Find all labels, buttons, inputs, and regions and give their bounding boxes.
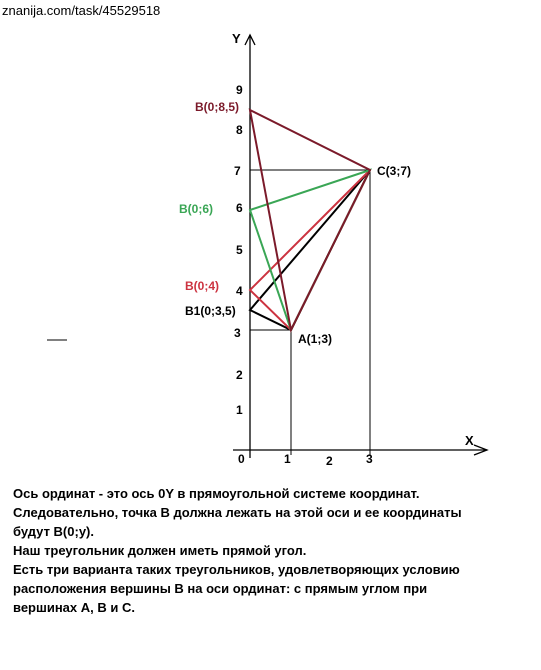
y-tick-label: 3 [234, 326, 241, 340]
y-tick-label: 5 [236, 243, 243, 257]
triangle-b4 [250, 170, 370, 330]
y-tick-label: 7 [234, 164, 241, 178]
y-tick-labels [234, 83, 243, 417]
explanation-line: вершинах А, В и С. [13, 600, 135, 615]
x-tick-label: 2 [326, 454, 333, 468]
x-tick-labels [284, 452, 373, 468]
y-tick-label: 9 [236, 83, 243, 97]
explanation-line: расположения вершины В на оси ординат: с прямым углом при [13, 581, 428, 596]
explanation-text [13, 484, 533, 617]
label-c: C(3;7) [377, 164, 412, 178]
y-tick-label: 8 [236, 123, 243, 137]
label-a: A(1;3) [298, 332, 333, 346]
label-b1: B1(0;3,5) [185, 304, 236, 318]
triangle-b1 [250, 170, 370, 330]
x-tick-label: 3 [366, 452, 373, 466]
explanation-line: Наш треугольник должен иметь прямой угол. [13, 543, 307, 558]
y-axis-label: Y [232, 31, 241, 46]
site-url: znanija.com/task/45529518 [2, 3, 161, 18]
y-tick-label: 1 [236, 403, 243, 417]
label-b85: B(0;8,5) [195, 100, 240, 114]
explanation-line: Следовательно, точка В должна лежать на этой оси и ее координаты [13, 505, 462, 520]
label-b4: B(0;4) [185, 279, 220, 293]
y-tick-label: 4 [236, 284, 243, 298]
x-tick-label: 1 [284, 452, 291, 466]
explanation-line: Есть три варианта таких треугольников, удовлетворяющих условию [13, 562, 460, 577]
explanation-line: будут В(0;у). [13, 524, 94, 539]
label-b6: B(0;6) [179, 202, 214, 216]
y-tick-label: 6 [236, 201, 243, 215]
triangle-b6 [250, 170, 370, 330]
triangle-b85 [250, 110, 370, 330]
y-tick-label: 2 [236, 368, 243, 382]
origin-label: 0 [238, 452, 245, 466]
explanation-line: Ось ординат - это ось 0Y в прямоугольной системе координат. [13, 486, 420, 501]
x-axis-label: X [465, 433, 474, 448]
